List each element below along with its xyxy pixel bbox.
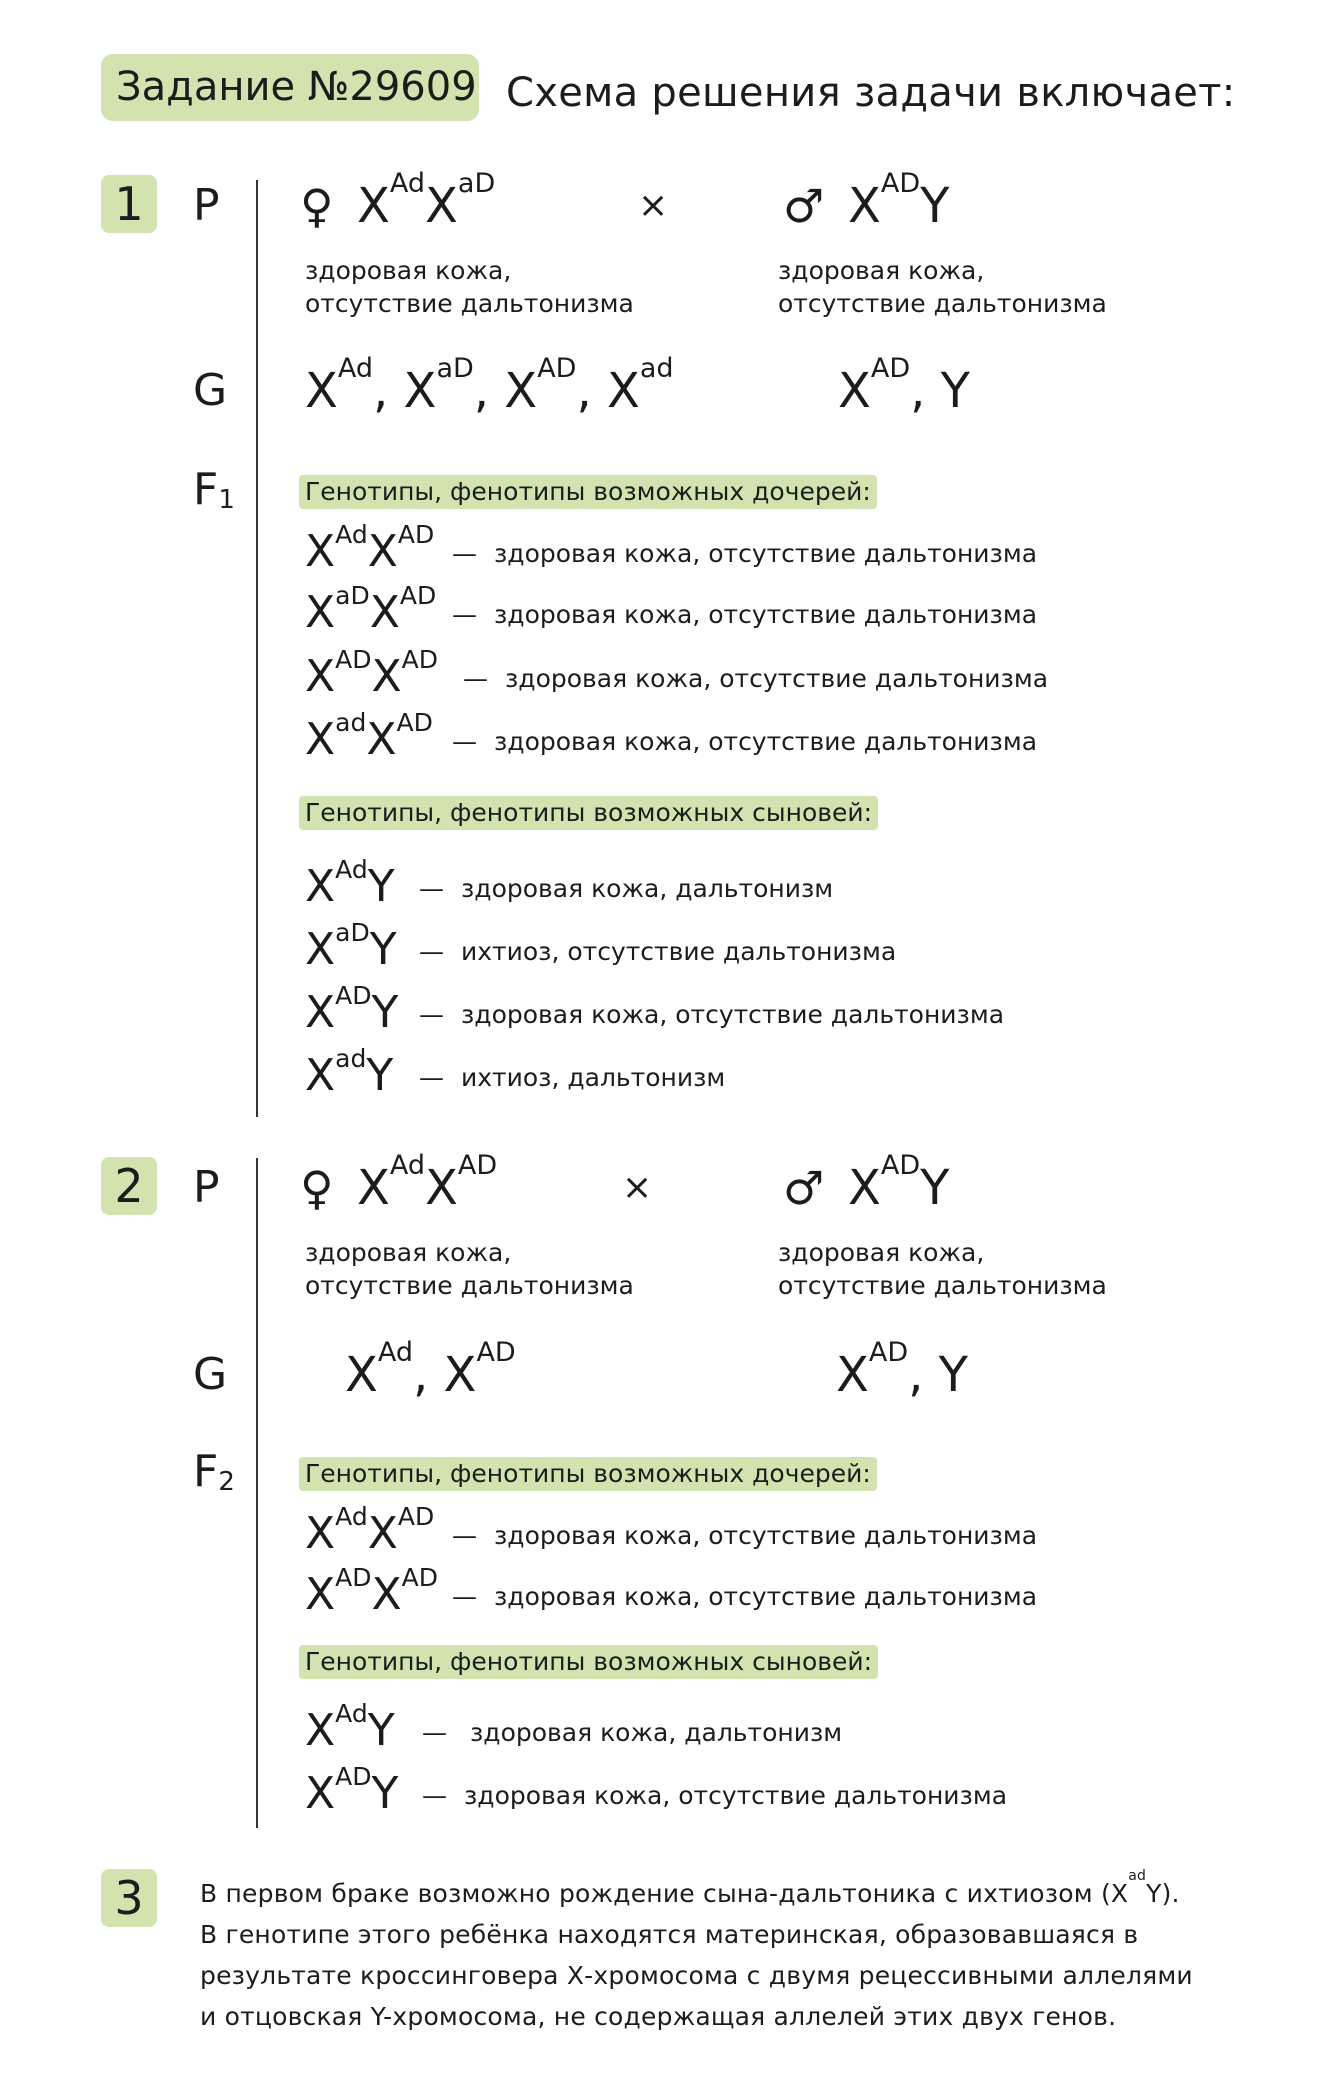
section1-daughter-phenotype: здоровая кожа, отсутствие дальтонизма [494, 727, 1038, 756]
page-title: Схема решения задачи включает: [506, 70, 1236, 116]
section2-son-dash: — [422, 1718, 447, 1747]
section1-daughter-dash: — [452, 600, 477, 629]
section2-p-label: P [193, 1162, 220, 1213]
section2-daughters-heading: Генотипы, фенотипы возможных дочерей: [299, 1457, 877, 1491]
cross-symbol: × [638, 185, 669, 226]
conclusion-line: В первом браке возможно рождение сына-дальтоника с ихтиозом $(X^{ad}Y)$. [200, 1868, 1180, 1908]
section1-daughter-phenotype: здоровая кожа, отсутствие дальтонизма [494, 539, 1038, 568]
section1-daughter-phenotype: здоровая кожа, отсутствие дальтонизма [505, 664, 1049, 693]
section1-daughters-heading: Генотипы, фенотипы возможных дочерей: [299, 475, 877, 509]
section1-son-dash: — [419, 1063, 444, 1092]
section1-male-phenotype: здоровая кожа, отсутствие дальтонизма [778, 256, 1107, 318]
section1-sons-heading: Генотипы, фенотипы возможных сыновей: [299, 796, 878, 830]
section1-male-gametes: $X^{AD}$, Y [838, 353, 970, 419]
section1-f-label: F1 [193, 464, 235, 515]
section2-rule [256, 1158, 258, 1828]
male-symbol: ♂ [783, 179, 825, 233]
section2-son-genotype: $X^{Ad}Y$ [305, 1699, 395, 1756]
conclusion-line: и отцовская Y-хромосома, не содержащая аллелей этих двух генов. [200, 2002, 1117, 2031]
conclusion-line: результате кроссинговера Х-хромосома с двумя рецессивными аллелями [200, 1961, 1193, 1990]
section1-son-dash: — [419, 937, 444, 966]
section1-son-phenotype: ихтиоз, отсутствие дальтонизма [461, 937, 897, 966]
section1-son-phenotype: здоровая кожа, отсутствие дальтонизма [461, 1000, 1005, 1029]
section2-number: 2 [101, 1157, 157, 1215]
male-symbol: ♂ [783, 1161, 825, 1215]
section1-daughter-dash: — [463, 664, 488, 693]
section1-daughter-dash: — [452, 539, 477, 568]
section1-daughter-genotype: $X^{Ad}X^{AD}$ [305, 520, 435, 577]
section2-male-genotype: $X^{AD}Y$ [848, 1150, 950, 1216]
section2-daughter-genotype: $X^{Ad}X^{AD}$ [305, 1502, 435, 1559]
section2-female-phenotype: здоровая кожа, отсутствие дальтонизма [305, 1238, 634, 1300]
section1-rule [256, 180, 258, 1117]
section1-daughter-dash: — [452, 727, 477, 756]
section2-sons-heading: Генотипы, фенотипы возможных сыновей: [299, 1645, 878, 1679]
section2-daughter-dash: — [452, 1582, 477, 1611]
section1-daughter-phenotype: здоровая кожа, отсутствие дальтонизма [494, 600, 1038, 629]
section2-son-phenotype: здоровая кожа, отсутствие дальтонизма [464, 1781, 1008, 1810]
section1-g-label: G [193, 365, 228, 416]
section1-female-genotype: $X^{Ad}X^{aD}$ [357, 168, 496, 234]
section1-daughter-genotype: $X^{aD}X^{AD}$ [305, 581, 437, 638]
section2-daughter-phenotype: здоровая кожа, отсутствие дальтонизма [494, 1582, 1038, 1611]
section2-son-dash: — [422, 1781, 447, 1810]
section2-female-genotype: $X^{Ad}X^{AD}$ [357, 1150, 498, 1216]
section1-son-phenotype: здоровая кожа, дальтонизм [461, 874, 834, 903]
section1-male-genotype: $X^{AD}Y$ [848, 168, 950, 234]
section1-daughter-genotype: $X^{ad}X^{AD}$ [305, 708, 433, 765]
section1-son-genotype: $X^{AD}Y$ [305, 981, 399, 1038]
section1-son-dash: — [419, 1000, 444, 1029]
section1-son-genotype: $X^{Ad}Y$ [305, 855, 395, 912]
section1-female-phenotype: здоровая кожа, отсутствие дальтонизма [305, 256, 634, 318]
section1-female-gametes: $X^{Ad}$, $X^{aD}$, $X^{AD}$, $X^{ad}$ [305, 353, 674, 419]
section1-son-genotype: $X^{ad}Y$ [305, 1044, 394, 1101]
section2-son-genotype: $X^{AD}Y$ [305, 1762, 399, 1819]
female-symbol: ♀ [300, 179, 334, 233]
section1-daughter-genotype: $X^{AD}X^{AD}$ [305, 645, 439, 702]
section3-number: 3 [101, 1869, 157, 1927]
cross-symbol: × [622, 1167, 653, 1208]
section2-daughter-phenotype: здоровая кожа, отсутствие дальтонизма [494, 1521, 1038, 1550]
section2-g-label: G [193, 1349, 228, 1400]
conclusion-line: В генотипе этого ребёнка находятся материнская, образовавшаяся в [200, 1920, 1139, 1949]
section1-son-phenotype: ихтиоз, дальтонизм [461, 1063, 726, 1092]
conclusion-paragraph [200, 1868, 1193, 2037]
section2-son-phenotype: здоровая кожа, дальтонизм [470, 1718, 843, 1747]
section1-number: 1 [101, 175, 157, 233]
section2-daughter-genotype: $X^{AD}X^{AD}$ [305, 1563, 439, 1620]
section2-f-label: F2 [193, 1446, 235, 1497]
female-symbol: ♀ [300, 1161, 334, 1215]
section2-female-gametes: $X^{Ad}$, $X^{AD}$ [345, 1337, 516, 1403]
section2-male-gametes: $X^{AD}$, Y [836, 1337, 968, 1403]
section1-p-label: P [193, 180, 220, 231]
section2-male-phenotype: здоровая кожа, отсутствие дальтонизма [778, 1238, 1107, 1300]
section1-son-dash: — [419, 874, 444, 903]
task-title: Задание №29609 [116, 64, 477, 110]
section1-son-genotype: $X^{aD}Y$ [305, 918, 397, 975]
section2-daughter-dash: — [452, 1521, 477, 1550]
